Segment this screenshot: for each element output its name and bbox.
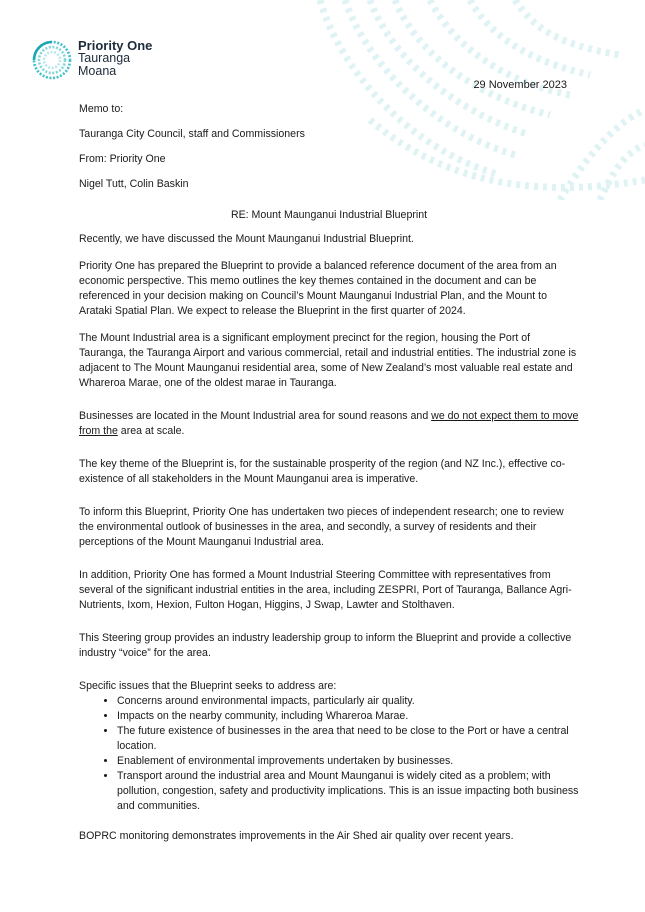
memo-recipients: Tauranga City Council, staff and Commissioners [79, 128, 305, 140]
memo-from: From: Priority One [79, 153, 166, 165]
paragraph-1: Recently, we have discussed the Mount Maunganui Industrial Blueprint. [79, 233, 414, 245]
issues-intro: Specific issues that the Blueprint seeks to address are: [79, 680, 337, 692]
logo-line-2: Tauranga [78, 51, 131, 65]
logo-swirl-icon [30, 38, 74, 82]
paragraph-8: This Steering group provides an industry leadership group to inform the Blueprint and provide a collective industry “voice” for the area. [79, 632, 572, 659]
paragraph-3: The Mount Industrial area is a significant employment precinct for the region, housing the Port of Tauranga, the Tauranga Airport and various commercial, retail and industrial entities. The industrial zone is adjacent to The Mount Maunganui residential area, some of New Zealand’s most valuable real estate and Whareroa Marae, one of the oldest marae in Tauranga. [79, 332, 577, 389]
memo-authors: Nigel Tutt, Colin Baskin [79, 178, 189, 190]
memo-body [79, 102, 579, 844]
list-item: • Transport around the industrial area and Mount Maunganui is widely cited as a problem; with pollution, congestion, safety and productivity implications. This is an issue impacting both business and communities. [117, 769, 579, 814]
paragraph-4-end: area at scale. [117, 425, 185, 437]
paragraph-7: In addition, Priority One has formed a Mount Industrial Steering Committee with representatives from several of the significant industrial entities in the area, including ZESPRI, Port of Tauranga, Ballance Agri-Nutrients, Ixom, Hexion, Fulton Hogan, Higgins, J Swap, Lawter and Stolthaven. [79, 569, 572, 611]
paragraph-6: To inform this Blueprint, Priority One has undertaken two pieces of independent research; one to review the environmental outlook of businesses in the area, and secondly, a survey of residents and their perceptions of the Mount Maunganui Industrial area. [79, 506, 564, 548]
list-item: • Concerns around environmental impacts, particularly air quality. [117, 694, 579, 709]
priority-one-logo [30, 38, 190, 83]
paragraph-9: BOPRC monitoring demonstrates improvements in the Air Shed air quality over recent years. [79, 830, 514, 842]
list-item: • Enablement of environmental improvements undertaken by businesses. [117, 754, 579, 769]
paragraph-4 [79, 409, 579, 439]
memo-subject: RE: Mount Maunganui Industrial Blueprint [230, 209, 428, 221]
issues-list [79, 694, 579, 814]
memo-to-label: Memo to: [79, 103, 124, 115]
paragraph-5: The key theme of the Blueprint is, for the sustainable prosperity of the region (and NZ Inc.), effective co-existence of all stakeholders in the Mount Maunganui area is imperative. [79, 458, 566, 485]
logo-line-3: Moana [78, 64, 117, 78]
paragraph-4-underlined: we do not expect them to move from the [79, 410, 579, 437]
paragraph-4-start: Businesses are located in the Mount Industrial area for sound reasons and [79, 410, 432, 422]
paragraph-2: Priority One has prepared the Blueprint to provide a balanced reference document of the area from an economic perspective. This memo outlines the key themes contained in the document and can be referenced in your decision making on Council’s Mount Maunganui Industrial Plan, and the Mount to Arataki Spatial Plan. We expect to release the Blueprint in the first quarter of 2024. [79, 260, 557, 317]
memo-date: 29 November 2023 [473, 79, 567, 91]
list-item: • The future existence of businesses in the area that need to be close to the Port or have a central location. [117, 724, 579, 754]
logo-name: Priority One [78, 38, 153, 53]
list-item: • Impacts on the nearby community, including Whareroa Marae. [117, 709, 579, 724]
